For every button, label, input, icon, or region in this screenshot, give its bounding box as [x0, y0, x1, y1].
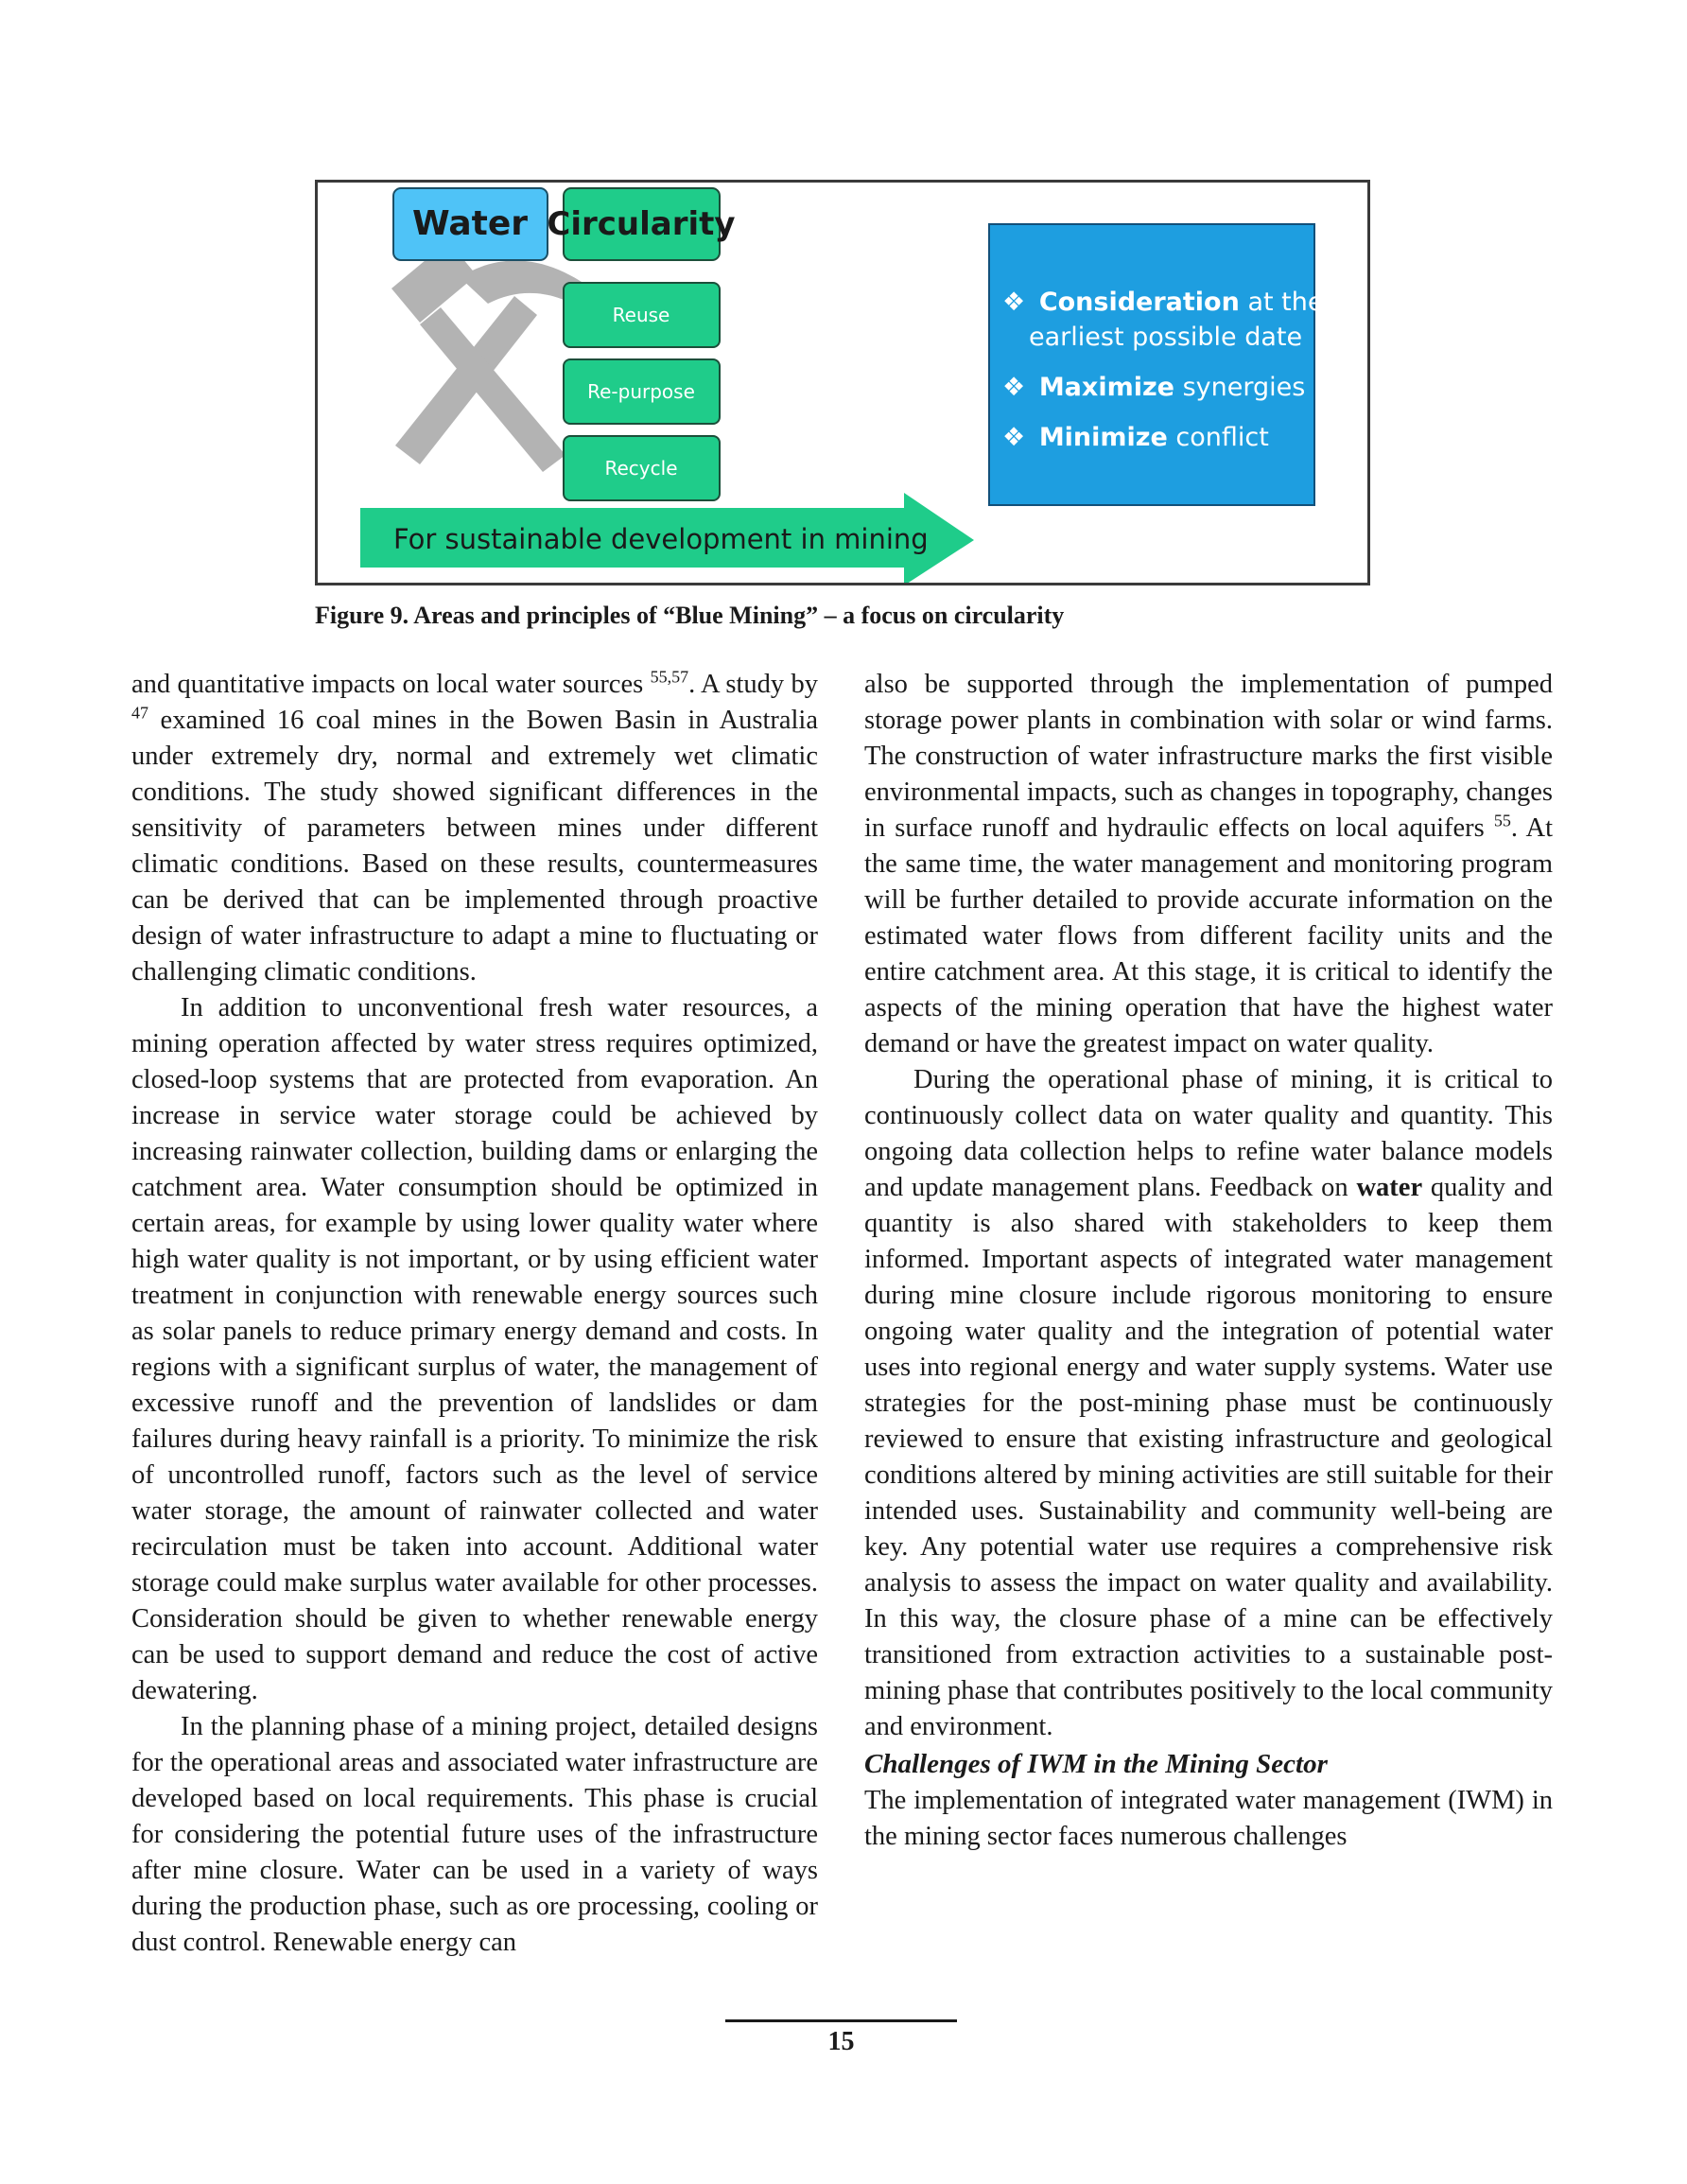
left-paragraph-1 [131, 667, 818, 990]
citation-ref: 47 [131, 703, 148, 723]
footer-rule [725, 2019, 957, 2022]
text-run: also be supported through the implementation of pumped storage power plants in combination with solar or wind farms. The construction of water infrastructure marks the first visible environmental impacts, such as changes in topography, changes in surface runoff and hydraulic effects on local aquifers [864, 670, 1553, 843]
principle-1 [1002, 288, 1323, 317]
text-run: . At the same time, the water management and monitoring program will be further detailed to provide accurate information on the estimated water flows from different facility units and the entire catchment area. At this stage, it is critical to identify the aspects of the mining operation that have the highest water demand or have the greatest impact on water quality. [864, 813, 1553, 1058]
step-recycle-label: Recycle [604, 457, 678, 480]
left-column [131, 667, 818, 1961]
text-run: examined 16 coal mines in the Bowen Basin in Australia under extremely dry, normal and extremely wet climatic conditions. The study showed significant differences in the sensitivity of parameters between mines under different climatic conditions. Based on these results, countermeasures can be derived that can be implemented through proactive design of water infrastructure to adapt a mine to fluctuating or challenging climatic conditions. [131, 706, 818, 987]
text-run: and quantitative impacts on local water sources [131, 670, 651, 699]
principle-1-rest: at the [1247, 288, 1324, 317]
citation-ref: 55,57 [650, 667, 689, 687]
arrow-label: For sustainable development in mining [393, 523, 929, 555]
blue-mining-diagram [318, 183, 1367, 583]
right-paragraph-3: The implementation of integrated water management (IWM) in the mining sector faces numerous challenges [864, 1786, 1553, 1851]
principle-2-rest: synergies [1182, 373, 1306, 402]
section-heading: Challenges of IWM in the Mining Sector [864, 1749, 1328, 1779]
right-paragraph-1 [864, 667, 1553, 1062]
figure-9 [315, 180, 1370, 585]
text-run: . A study by [688, 670, 819, 699]
step-repurpose-label: Re-purpose [587, 380, 695, 403]
step-reuse-label: Reuse [612, 304, 670, 326]
page-number: 15 [827, 2027, 855, 2056]
principle-3-bold: Minimize [1038, 423, 1168, 452]
principle-3-rest: conflict [1175, 423, 1269, 452]
text-run: During the operational phase of mining, it is critical to continuously collect data on water quality and quantity. This ongoing data collection helps to refine water balance models and update management plans. Feedback on [864, 1065, 1553, 1202]
figure-caption: Figure 9. Areas and principles of “Blue Mining” – a focus on circularity [315, 602, 1065, 629]
principles-box [989, 224, 1314, 505]
text-run: quality and quantity is also shared with stakeholders to keep them informed. Important aspects of integrated water management during mine closure include rigorous monitoring to ensure ongoing water quality and the integration of potential water uses into regional energy and water supply systems. Water use strategies for the post-mining phase must be continuously reviewed to ensure that existing infrastructure and geological conditions altered by mining activities are still suitable for their intended uses. Sustainability and community well-being are key. Any potential water use requires a comprehensive risk analysis to assess the impact on water quality and availability. In this way, the closure phase of a mine can be effectively transitioned from extraction activities to a sustainable post-mining phase that contributes positively to the local community and environment. [864, 1173, 1553, 1741]
principle-2-bold: Maximize [1038, 373, 1174, 402]
principle-2 [1002, 373, 1305, 402]
left-paragraph-2: In addition to unconventional fresh water resources, a mining operation affected by water stress requires optimized, closed-loop systems that are protected from evaporation. An increase in service water storage could be achieved by increasing rainwater collection, building dams or enlarging the catchment area. Water consumption should be optimized in certain areas, for example by using lower quality water where high water quality is not important, or by using efficient water treatment in conjunction with renewable energy sources such as solar panels to reduce primary energy demand and costs. In regions with a significant surplus of water, the management of excessive runoff and the prevention of landslides or dam failures during heavy rainfall is a priority. To minimize the risk of uncontrolled runoff, factors such as the level of service water storage, the amount of rainwater collected and water recirculation must be taken into account. Additional water storage could make surplus water available for other processes. Consideration should be given to whether renewable energy can be used to support demand and reduce the cost of active dewatering. [131, 993, 818, 1705]
citation-ref: 55 [1493, 811, 1511, 830]
circularity-label: Circularity [547, 205, 736, 243]
left-paragraph-3: In the planning phase of a mining project, detailed designs for the operational areas and associated water infrastructure are developed based on local requirements. This phase is crucial for considering the potential future uses of the infrastructure after mine closure. Water can be used in a variety of ways during the production phase, such as ore processing, cooling or dust control. Renewable energy can [131, 1712, 818, 1957]
principle-1-bold: Consideration [1038, 288, 1240, 317]
water-label: Water [411, 204, 529, 243]
diamond-bullet-icon: ❖ [1002, 373, 1026, 402]
principle-3 [1002, 423, 1269, 452]
diamond-bullet-icon: ❖ [1002, 288, 1026, 317]
right-paragraph-2 [864, 1062, 1553, 1745]
diamond-bullet-icon: ❖ [1002, 423, 1026, 452]
bold-word: water [1356, 1173, 1423, 1202]
principle-1-line2: earliest possible date [1029, 323, 1303, 352]
right-column [864, 667, 1553, 1855]
